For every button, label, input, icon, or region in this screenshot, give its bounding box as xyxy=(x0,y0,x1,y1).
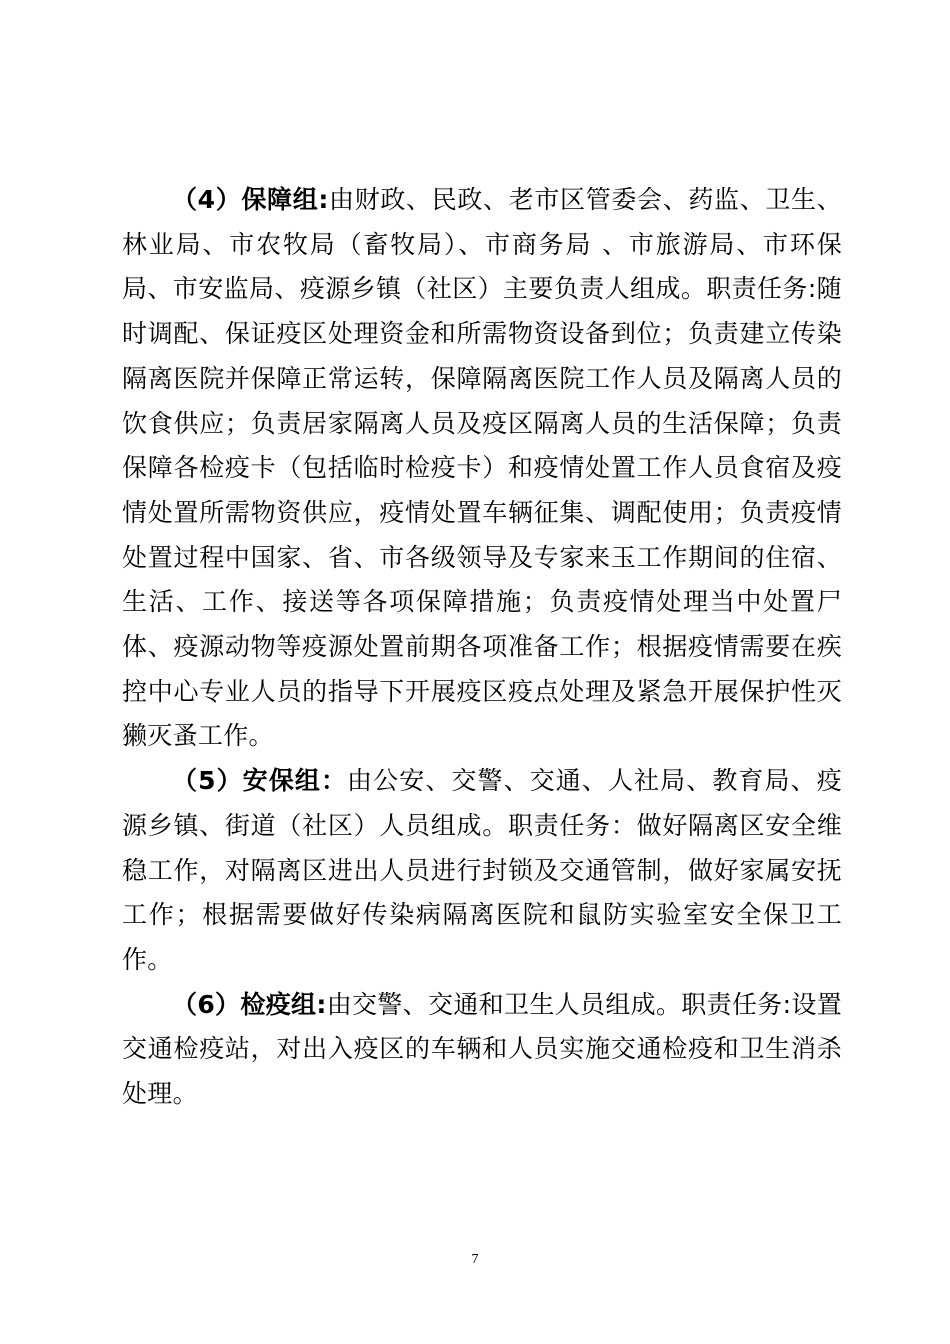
section-label: （4）保障组: xyxy=(172,185,329,214)
section-security-group xyxy=(122,759,842,983)
page-number: 7 xyxy=(471,1252,479,1267)
document-body xyxy=(122,178,842,1117)
section-protection-group xyxy=(122,178,842,759)
section-text: 由财政、民政、老市区管委会、药监、卫生、林业局、市农牧局（畜牧局）、市商务局 、市旅游局、市环保局、市安监局、疫源乡镇（社区）主要负责人组成。职责任务:随时调配、保证疫区处理资金和所需物资设备到位；负责建立传染隔离医院并保障正常运转，保障隔离医院工作人员及隔离人员的饮食供应；负责居家隔离人员及疫区隔离人员的生活保障；负责保障各检疫卡（包括临时检疫卡）和疫情处置工作人员食宿及疫情处置所需物资供应，疫情处置车辆征集、调配使用；负责疫情处置过程中国家、省、市各级领导及专家来玉工作期间的住宿、生活、工作、接送等各项保障措施；负责疫情处理当中处置尸体、疫源动物等疫源处置前期各项准备工作；根据疫情需要在疾控中心专业人员的指导下开展疫区疫点处理及紧急开展保护性灭獭灭蚤工作。 xyxy=(122,185,842,751)
section-text: 由交警、交通和卫生人员组成。职责任务:设置交通检疫站，对出入疫区的车辆和人员实施交通检疫和卫生消杀处理。 xyxy=(122,989,842,1109)
section-label: （6）检疫组: xyxy=(172,989,327,1019)
section-text: 由公安、交警、交通、人社局、教育局、疫源乡镇、街道（社区）人员组成。职责任务：做好隔离区安全维稳工作，对隔离区进出人员进行封锁及交通管制，做好家属安抚工作；根据需要做好传染病隔离医院和鼠防实验室安全保卫工作。 xyxy=(122,766,843,974)
section-quarantine-group xyxy=(122,983,842,1117)
section-label: （5）安保组： xyxy=(172,766,348,796)
